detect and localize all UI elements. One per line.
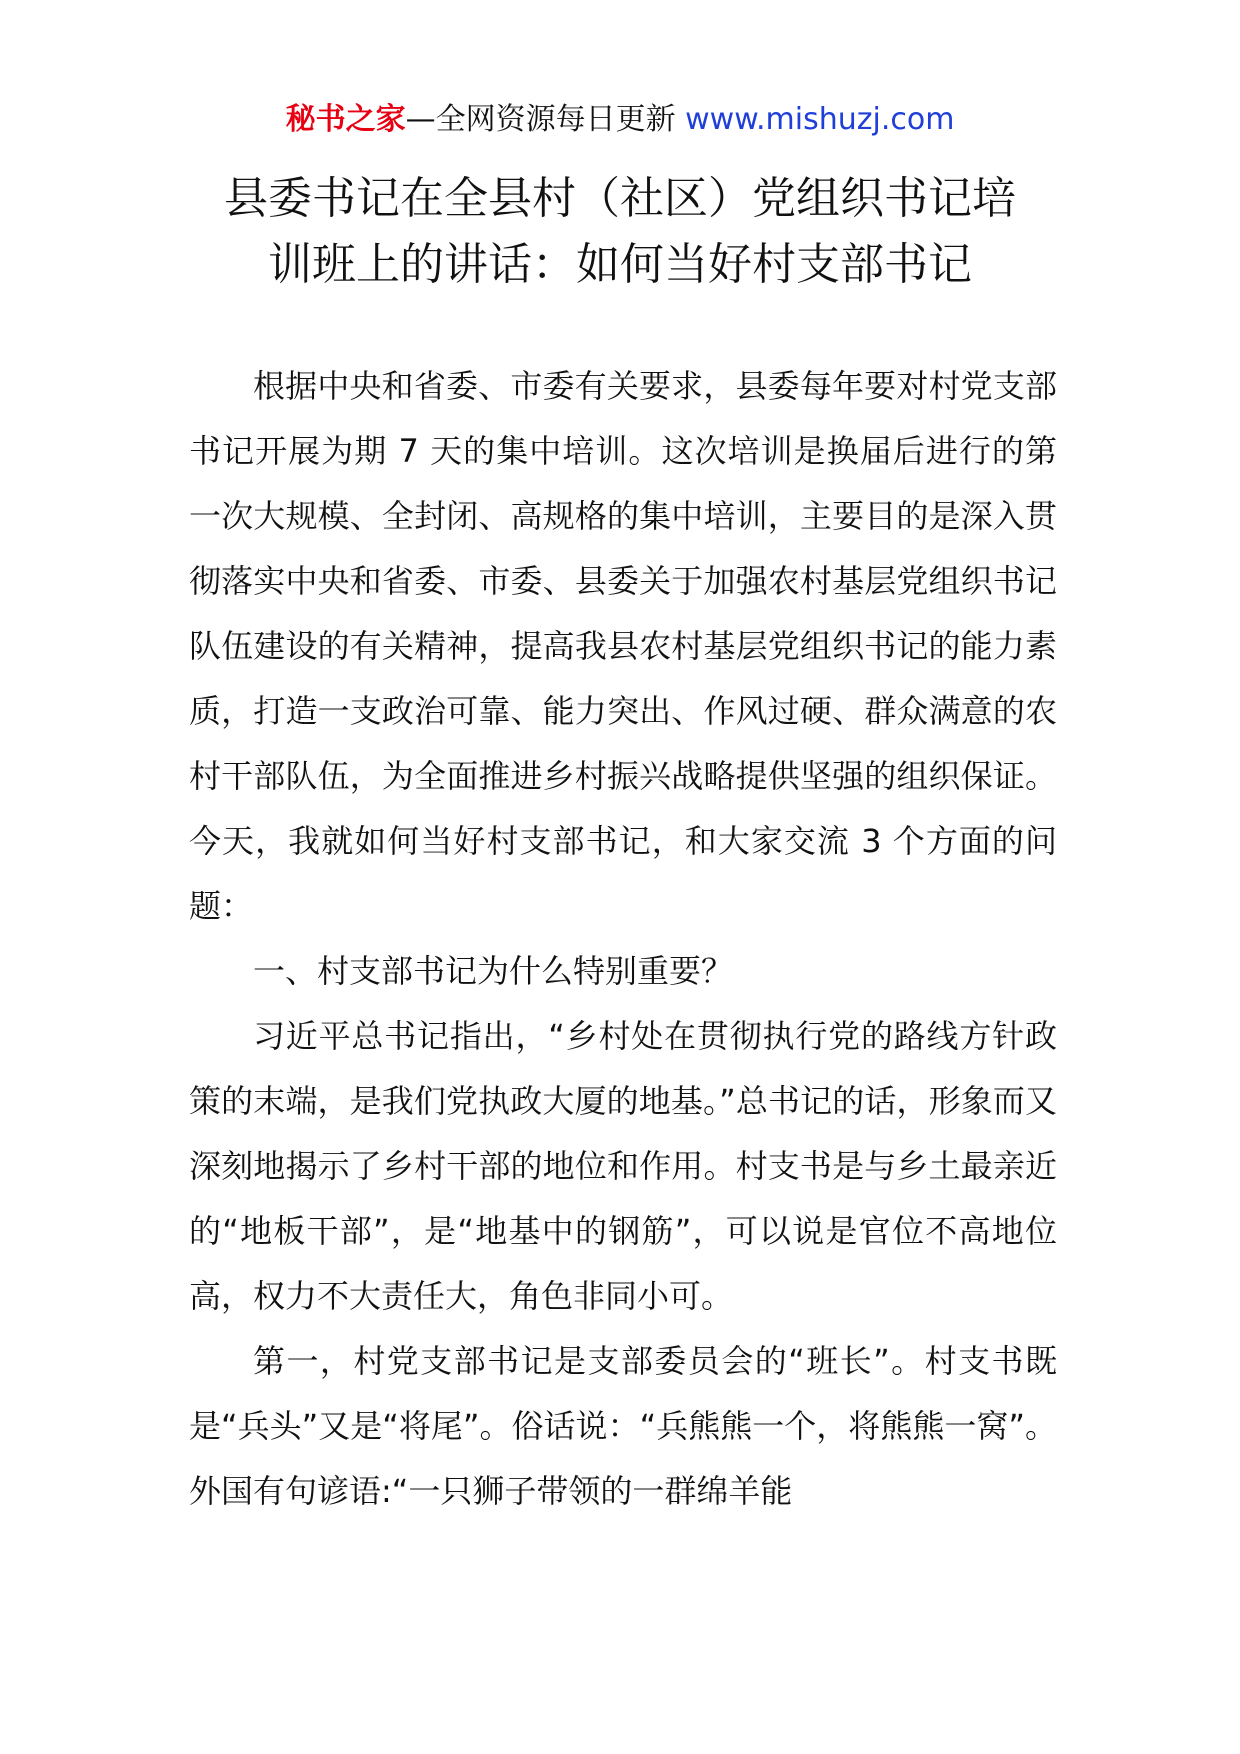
paragraph-first-point: 第一，村党支部书记是支部委员会的“班长”。村支书既是“兵头”又是“将尾”。俗话说：“兵熊熊一个，将熊熊一窝”。外国有句谚语:“一只狮子带领的一群绵羊能 [189, 1342, 1057, 1510]
site-header [0, 100, 1240, 140]
title-line-2: 训班上的讲话：如何当好村支部书记 [268, 239, 972, 290]
paragraph-quote: 习近平总书记指出，“乡村处在贯彻执行党的路线方针政策的末端，是我们党执政大厦的地基。”总书记的话，形象而又深刻地揭示了乡村干部的地位和作用。村支书是与乡土最亲近的“地板干部”，是“地基中的钢筋”，可以说是官位不高地位高，权力不大责任大，角色非同小可。 [189, 1017, 1057, 1315]
site-tagline: —全网资源每日更新 [405, 102, 686, 137]
document-body [189, 354, 1057, 1524]
site-url[interactable]: www.mishuzj.com [685, 102, 955, 137]
title-line-1: 县委书记在全县村（社区）党组织书记培 [224, 173, 1016, 224]
document-title [150, 166, 1090, 298]
section-heading-1: 一、村支部书记为什么特别重要？ [253, 952, 734, 990]
paragraph-intro: 根据中央和省委、市委有关要求，县委每年要对村党支部书记开展为期 7 天的集中培训。这次培训是换届后进行的第一次大规模、全封闭、高规格的集中培训，主要目的是深入贯彻落实中央和省委、市委、县委关于加强农村基层党组织书记队伍建设的有关精神，提高我县农村基层党组织书记的能力素质，打造一支政治可靠、能力突出、作风过硬、群众满意的农村干部队伍，为全面推进乡村振兴战略提供坚强的组织保证。今天，我就如何当好村支部书记，和大家交流 3 个方面的问题： [189, 367, 1057, 925]
site-brand: 秘书之家 [285, 102, 406, 137]
